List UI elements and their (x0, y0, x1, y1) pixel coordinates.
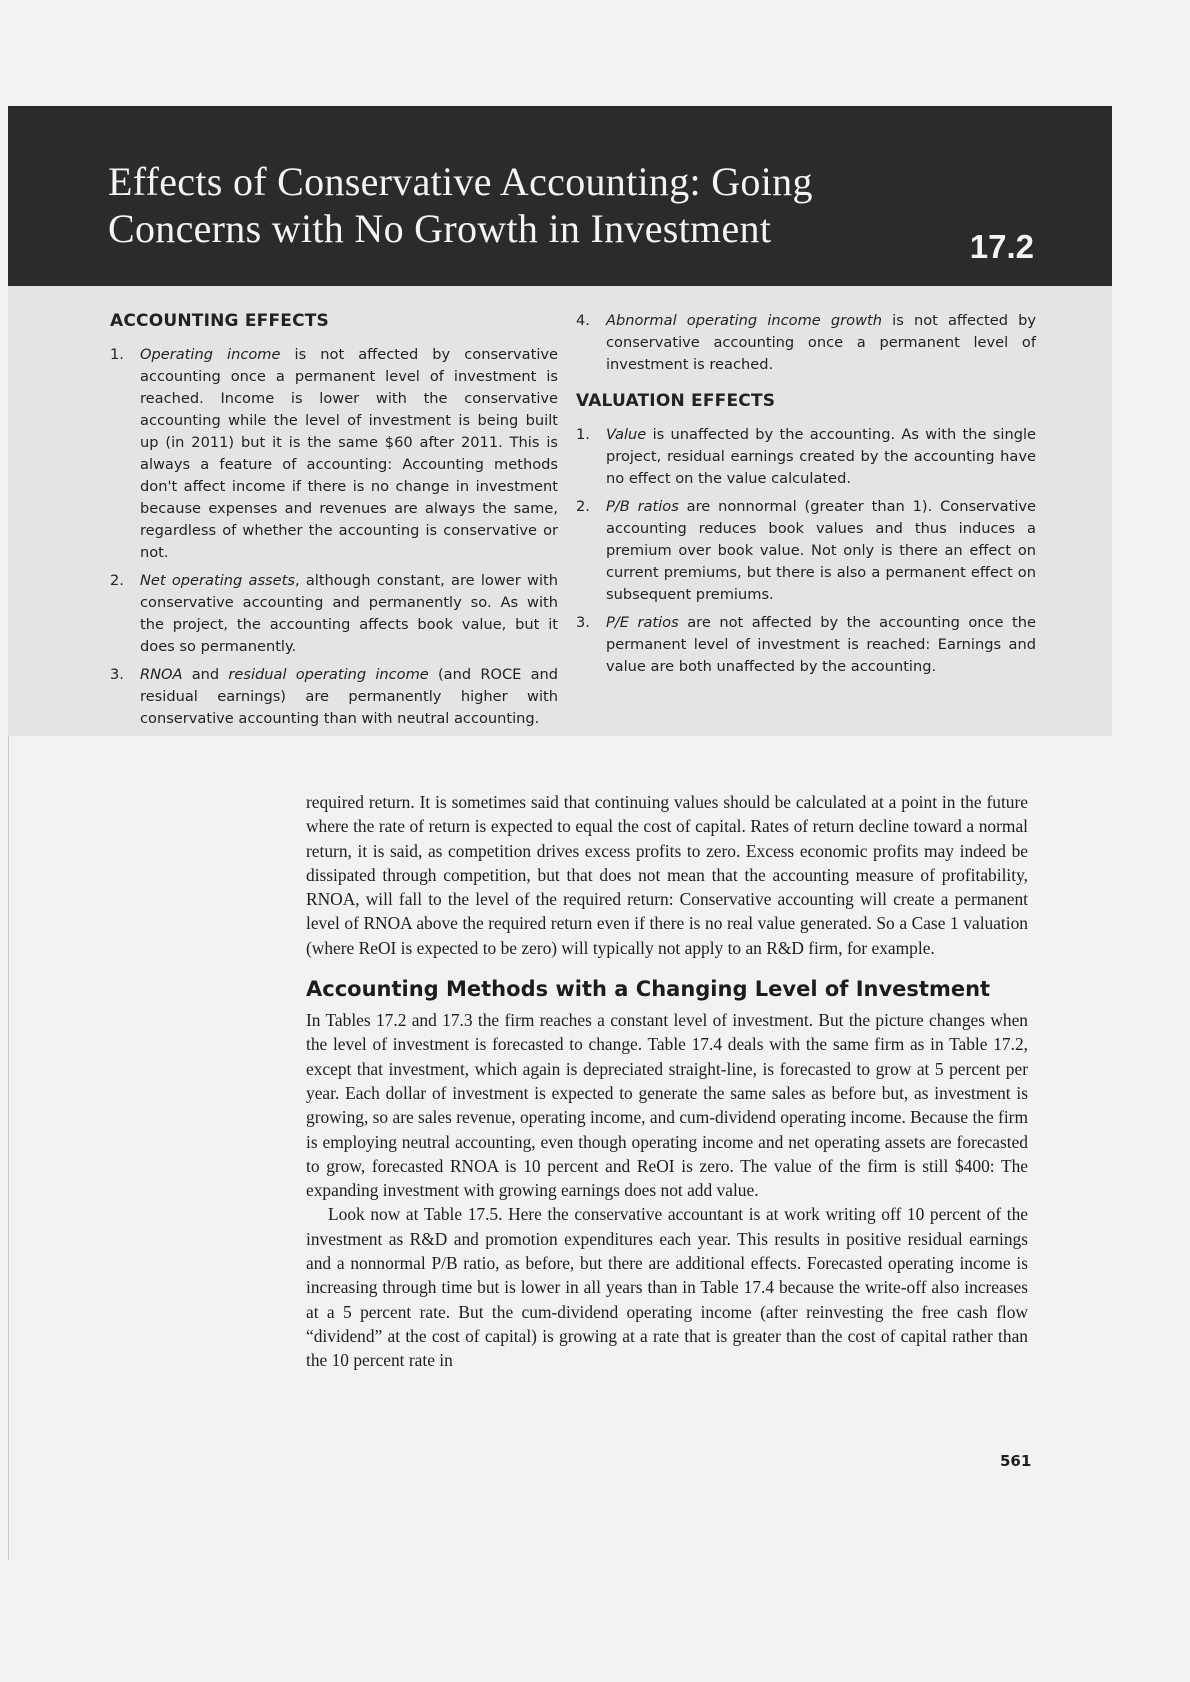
accounting-effects-column (110, 310, 558, 736)
item-number: 4. (576, 312, 590, 329)
list-item (576, 424, 1036, 490)
item-text: is unaffected by the accounting. As with the single project, residual earnings created by the accounting have no effect on the value calculated. (606, 426, 1036, 487)
list-item (576, 310, 1036, 376)
section-heading: Accounting Methods with a Changing Level of Investment (306, 977, 991, 1002)
item-term: RNOA (140, 666, 183, 683)
box-title-line1: Effects of Conservative Accounting: Going (108, 159, 813, 204)
valuation-effects-list (576, 424, 1036, 678)
paragraph-3: Look now at Table 17.5. Here the conservative accountant is at work writing off 10 percent of the investment as R&D and promotion expenditures each year. This results in positive residual earnings and a nonnormal P/B ratio, as before, but there are additional effects. Forecasted operating income is increasing through time but is lower in all years than in Table 17.4 because the write-off also increases at a 5 percent rate. But the cum-dividend operating income (after reinvesting the free cash flow “dividend” at the cost of capital) is growing at a rate that is greater than the cost of capital rather than the 10 percent rate in (306, 1204, 1028, 1371)
list-item (576, 496, 1036, 606)
item-term: residual operating income (228, 666, 429, 683)
list-item (576, 612, 1036, 678)
body-text (306, 790, 1028, 1373)
item-term: Value (606, 426, 647, 443)
list-item (110, 570, 558, 658)
item-number: 2. (576, 498, 590, 515)
box-number: 17.2 (969, 228, 1034, 265)
box-header (8, 106, 1112, 286)
list-item (110, 664, 558, 730)
item-text: are not affected by the accounting once the permanent level of investment is reached: Earnings and value are both unaffected by the accounting. (606, 614, 1036, 675)
accounting-effects-list (110, 344, 558, 730)
item-number: 1. (110, 346, 124, 363)
box-title (108, 158, 813, 252)
paragraph-1: required return. It is sometimes said that continuing values should be calculated at a point in the future where the rate of return is expected to equal the cost of capital. Rates of return decline toward a normal return, it is said, as competition drives excess profits to zero. Excess economic profits may indeed be dissipated through competition, but that does not mean that the accounting measure of profitability, RNOA, will fall to the level of the required return: Conservative accounting will create a permanent level of RNOA above the required return even if there is no real value generated. So a Case 1 valuation (where ReOI is expected to be zero) will typically not apply to an R&D firm, for example. (306, 792, 1028, 958)
page-number: 561 (1000, 1452, 1032, 1470)
item-text: is not affected by conservative accounting once a permanent level of investment is reached. Income is lower with the conservative accounting while the level of investment is being built up (in 2011) but it is the same $60 after 2011. This is always a feature of accounting: Accounting methods don't affect income if there is no change in investment because expenses and revenues are always the same, regardless of whether the accounting is conservative or not. (140, 346, 558, 561)
item-term: Operating income (140, 346, 281, 363)
item-text: is not affected by conservative accounting once a permanent level of investment is reached. (606, 312, 1036, 373)
item-text: (and ROCE and residual earnings) are permanently higher with conservative accounting than with neutral accounting. (140, 666, 559, 727)
valuation-effects-heading: VALUATION EFFECTS (576, 391, 776, 411)
list-item (110, 344, 558, 564)
item-text: , although constant, are lower with conservative accounting and permanently so. As with the project, the accounting affects book value, but it does so permanently. (140, 572, 558, 655)
right-column (576, 310, 1036, 684)
box-title-line2: Concerns with No Growth in Investment (108, 206, 772, 251)
item-text: and (182, 666, 229, 683)
accounting-effects-heading: ACCOUNTING EFFECTS (110, 311, 329, 331)
item-term: Abnormal operating income growth (606, 312, 883, 329)
item-number: 1. (576, 426, 590, 443)
item-text: are nonnormal (greater than 1). Conservative accounting reduces book values and thus induces a premium over book value. Not only is there an effect on current premiums, but there is also a permanent effect on subsequent premiums. (606, 498, 1036, 603)
accounting-effects-list-continued (576, 310, 1036, 376)
item-number: 3. (576, 614, 590, 631)
paragraph-2: In Tables 17.2 and 17.3 the firm reaches a constant level of investment. But the picture changes when the level of investment is forecasted to change. Table 17.4 deals with the same firm as in Table 17.2, except that investment, which again is depreciated straight-line, is forecasted to grow at 5 percent per year. Each dollar of investment is expected to generate the same sales as before but, as investment is growing, so are sales revenue, operating income, and cum-dividend operating income. Because the firm is employing neutral accounting, even though operating income and net operating assets are forecasted to grow, forecasted RNOA is 10 percent and ReOI is zero. The value of the firm is still $400: The expanding investment with growing earnings does not add value. (306, 1010, 1028, 1201)
item-number: 3. (110, 666, 124, 683)
box-body (8, 286, 1112, 736)
item-number: 2. (110, 572, 124, 589)
item-term: P/E ratios (606, 614, 679, 631)
item-term: P/B ratios (606, 498, 679, 515)
item-term: Net operating assets (140, 572, 295, 589)
